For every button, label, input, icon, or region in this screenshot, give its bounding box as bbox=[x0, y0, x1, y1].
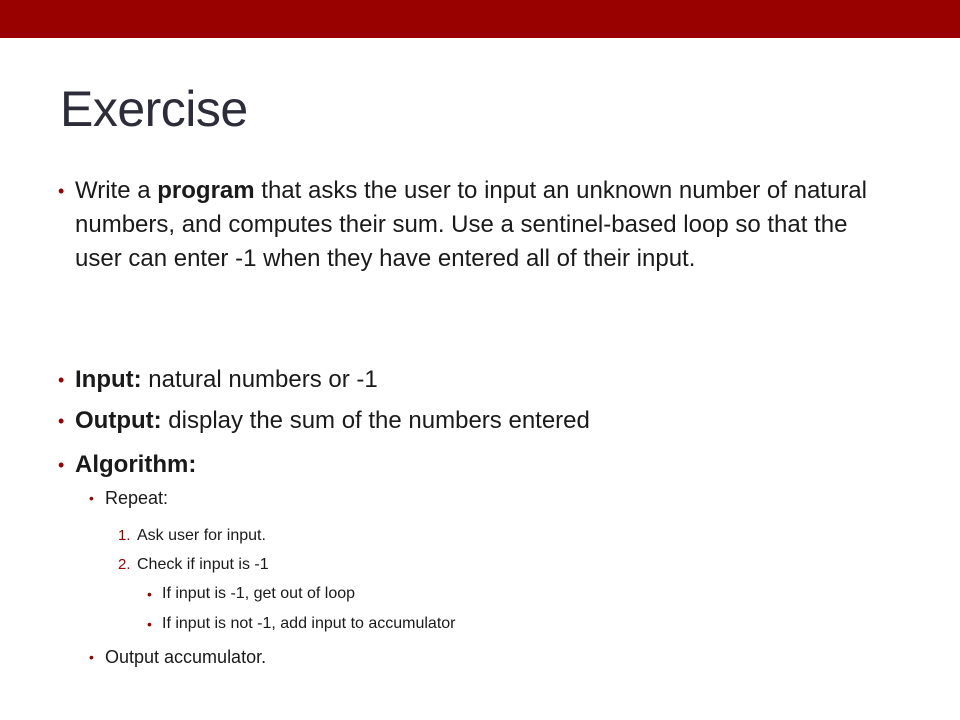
step-number: 2. bbox=[118, 556, 131, 573]
slide-title: Exercise bbox=[60, 81, 248, 137]
sub-step-1 bbox=[147, 582, 356, 606]
bullet-dot: • bbox=[58, 370, 65, 390]
bullet-input bbox=[58, 363, 895, 397]
output-text: display the sum of the numbers entered bbox=[161, 407, 590, 434]
step-text: Check if input is -1 bbox=[137, 556, 269, 573]
bullet-dot: • bbox=[89, 649, 94, 665]
bullet-dot: • bbox=[58, 181, 65, 201]
bullet-dot: • bbox=[147, 616, 152, 632]
repeat-text: Repeat: bbox=[105, 488, 169, 508]
sub-step-text: If input is not -1, add input to accumulator bbox=[162, 615, 456, 632]
step-text: Ask user for input. bbox=[137, 527, 266, 544]
bullet-dot: • bbox=[58, 455, 65, 475]
bullet-main-pre: Write a bbox=[75, 177, 158, 204]
input-text: natural numbers or -1 bbox=[141, 366, 378, 393]
bullet-output-accumulator bbox=[89, 644, 267, 670]
bullet-main bbox=[58, 174, 895, 276]
step-number: 1. bbox=[118, 527, 131, 544]
top-accent-bar bbox=[0, 0, 960, 38]
bullet-main-post: that asks the user to input an unknown number of natural numbers, and computes their sum. Use a sentinel-based loop so that the user can enter -1 when they have entered all of their input. bbox=[75, 177, 867, 272]
sub-step-2 bbox=[147, 612, 456, 636]
bullet-output bbox=[58, 404, 895, 438]
bullet-main-bold: program bbox=[157, 177, 255, 204]
bullet-algorithm bbox=[58, 448, 895, 482]
sub-step-text: If input is -1, get out of loop bbox=[162, 585, 356, 602]
final-text: Output accumulator. bbox=[105, 647, 267, 667]
input-label: Input: bbox=[75, 366, 142, 393]
step-2 bbox=[118, 553, 269, 577]
output-label: Output: bbox=[75, 407, 162, 434]
bullet-dot: • bbox=[147, 586, 152, 602]
bullet-dot: • bbox=[58, 411, 65, 431]
algorithm-label: Algorithm: bbox=[75, 451, 197, 478]
step-1 bbox=[118, 524, 266, 548]
bullet-dot: • bbox=[89, 490, 94, 506]
bullet-repeat bbox=[89, 485, 169, 511]
